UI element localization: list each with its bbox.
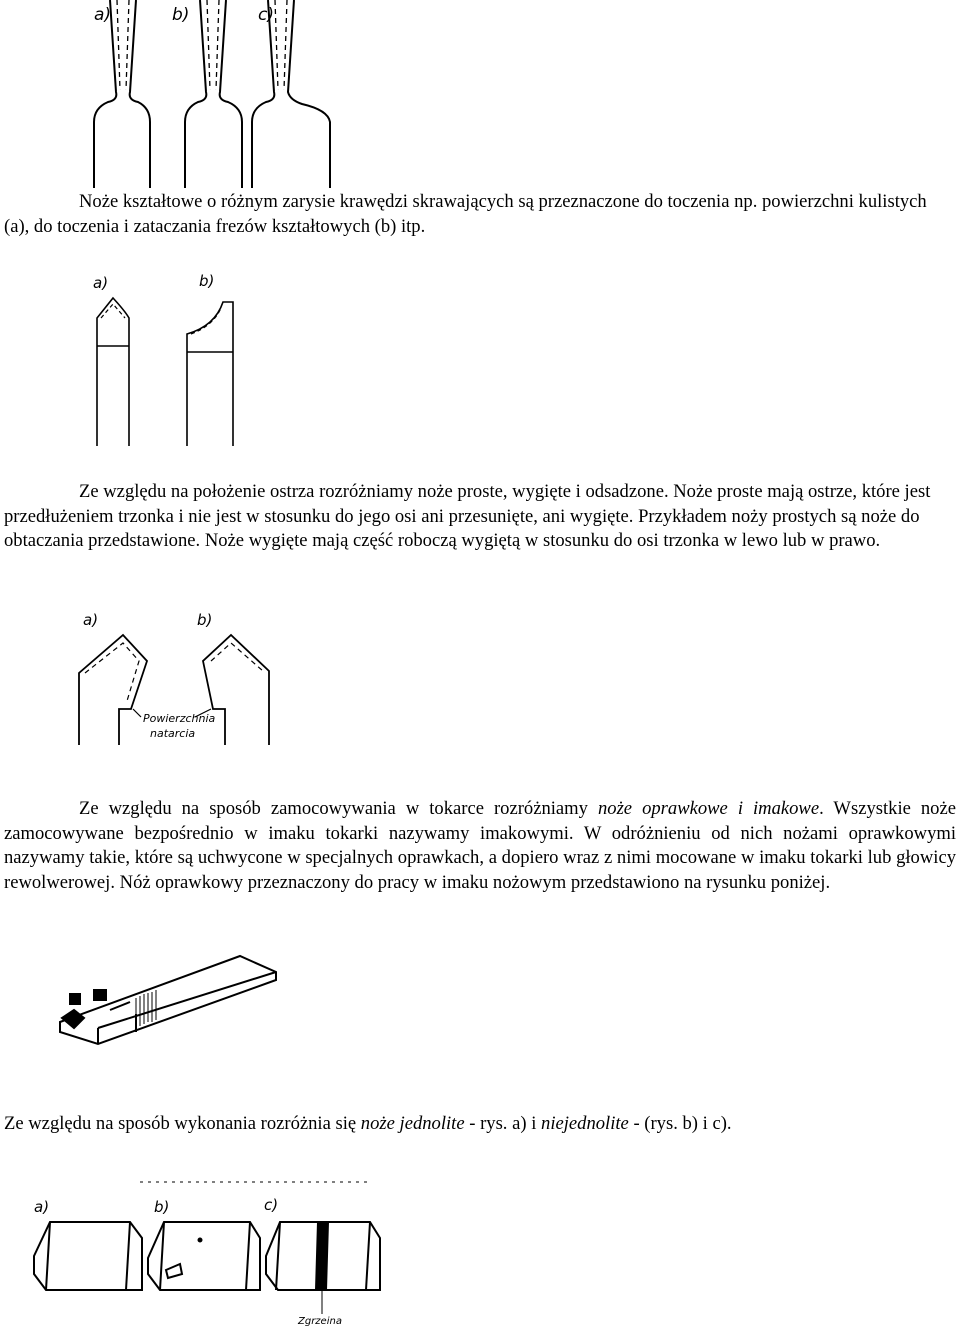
fig3-label-b: b): [197, 611, 213, 629]
solid-composite-tools-drawing: [30, 1178, 390, 1328]
paragraph-construction-italic-1: noże jednolite: [360, 1113, 465, 1134]
straight-tools-drawing: [85, 266, 255, 456]
figure-form-tools: [80, 0, 360, 200]
fig5-label-a: a): [34, 1198, 50, 1216]
fig5-label-c: c): [264, 1196, 279, 1214]
figure-straight-tools: [85, 266, 255, 456]
annotation-rake-face-line1: Powierzchnia: [143, 712, 216, 725]
paragraph-mounting-italic: noże oprawkowe i imakowe: [597, 798, 820, 819]
form-tools-drawing: [80, 0, 360, 200]
annotation-rake-face-line2: natarcia: [150, 727, 196, 740]
fig2-label-b: b): [199, 272, 215, 290]
paragraph-form-tools-text: Noże kształtowe o różnym zarysie krawędzi skrawających są przeznaczone do toczenia np. powierzchni kulistych (a), do toczenia i zataczania frezów kształtowych (b) itp.: [4, 191, 927, 237]
paragraph-mounting-text-2: . Wszystkie noże zamocowywane bezpośrednio w imaku tokarki nazywamy imakowymi. W odróżnieniu od nich nożami oprawkowymi nazywamy takie, które są uchwycone w specjalnych oprawkach, a dopiero wraz z nimi mocowane w imaku tokarki lub głowicy rewolwerowej. Nóż oprawkowy przeznaczony do pracy w imaku nożowym przedstawiono na rysunku poniżej.: [4, 798, 956, 893]
fig5-label-b: b): [154, 1198, 170, 1216]
figure-bent-tools: [75, 605, 275, 765]
fig2-label-a: a): [93, 274, 109, 292]
paragraph-form-tools: [4, 190, 956, 239]
paragraph-position: [4, 480, 956, 554]
fig1-label-b: b): [172, 5, 190, 25]
tool-holder-drawing: [40, 950, 280, 1050]
paragraph-position-text: Ze względu na położenie ostrza rozróżniamy noże proste, wygięte i odsadzone. Noże proste mają ostrze, które jest przedłużeniem trzonka i nie jest w stosunku do jego osi ani przesunięte, ani wygięte. Przykładem noży prostych są noże do obtaczania przedstawione. Noże wygięte mają część roboczą wygiętą w stosunku do osi trzonka w lewo lub w prawo.: [4, 481, 931, 552]
figure-tool-holder: [40, 950, 280, 1050]
bent-tools-drawing: [75, 605, 275, 765]
fig1-label-a: a): [94, 5, 112, 25]
paragraph-mounting: [4, 797, 956, 895]
figure-solid-composite-tools: [30, 1178, 390, 1328]
paragraph-construction-italic-2: niejednolite: [541, 1113, 629, 1134]
paragraph-mounting-text-1: Ze względu na sposób zamocowywania w tokarce rozróżniamy: [79, 798, 598, 819]
paragraph-construction-text-3: - (rys. b) i c).: [628, 1113, 732, 1134]
fig3-label-a: a): [83, 611, 99, 629]
paragraph-construction-text-2: - rys. a) i: [464, 1113, 542, 1134]
annotation-weld: Zgrzeina: [298, 1316, 342, 1327]
paragraph-construction-text-1: Ze względu na sposób wykonania rozróżnia się: [4, 1113, 361, 1134]
fig1-label-c: c): [258, 5, 274, 25]
paragraph-construction: [4, 1112, 956, 1137]
